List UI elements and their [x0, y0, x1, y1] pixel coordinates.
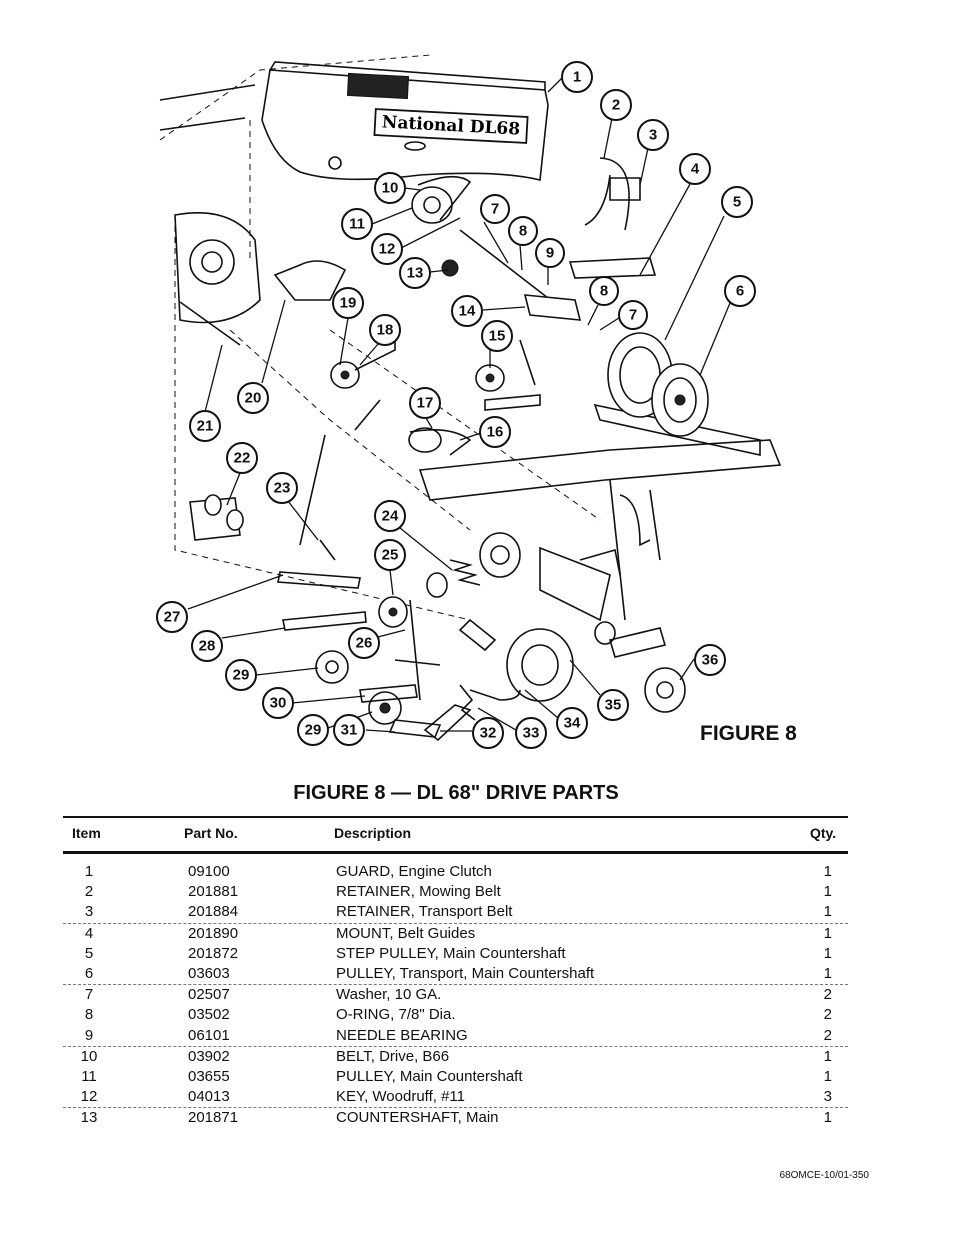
cell-description: MOUNT, Belt Guides [336, 924, 476, 942]
cell-qty: 1 [823, 903, 832, 921]
cell-part-no: 09100 [188, 863, 230, 880]
cell-description: Washer, 10 GA. [336, 986, 442, 1004]
svg-text:9: 9 [545, 244, 555, 262]
callout-2 [601, 90, 631, 120]
cell-description: STEP PULLEY, Main Countershaft [336, 944, 566, 962]
callout-20 [238, 383, 268, 413]
cell-description: COUNTERSHAFT, Main [336, 1109, 499, 1127]
callout-26 [349, 628, 379, 658]
callout-21 [190, 411, 220, 441]
cell-part-no: 03603 [188, 964, 230, 982]
callout-27 [157, 602, 187, 632]
callout-5 [722, 187, 752, 217]
callout-3 [638, 120, 668, 150]
cell-item: 13 [80, 1109, 98, 1127]
cell-qty: 1 [823, 1067, 832, 1085]
callout-36 [695, 645, 725, 675]
svg-text:18: 18 [376, 321, 394, 339]
callout-35 [598, 690, 628, 720]
table-top-rule [63, 816, 848, 818]
cell-item: 2 [84, 883, 94, 901]
cell-qty: 1 [823, 964, 832, 982]
callout-17 [410, 388, 440, 418]
cell-part-no: 201881 [188, 883, 239, 901]
callout-9 [536, 239, 564, 267]
cell-item: 11 [81, 1067, 97, 1085]
cell-qty: 1 [823, 863, 832, 880]
parts-table-body [63, 862, 848, 1128]
callout-11 [342, 209, 372, 239]
svg-text:26: 26 [355, 634, 373, 652]
svg-text:12: 12 [378, 240, 396, 258]
cell-part-no: 03655 [188, 1067, 230, 1085]
callout-4 [680, 154, 710, 184]
callout-8 [509, 217, 537, 245]
svg-text:8: 8 [518, 222, 528, 240]
cell-qty: 2 [823, 986, 832, 1004]
cell-item: 8 [84, 1006, 94, 1024]
cell-description: O-RING, 7/8" Dia. [336, 1006, 456, 1024]
table-row [63, 882, 848, 902]
svg-text:35: 35 [604, 696, 622, 714]
svg-text:3: 3 [648, 126, 658, 144]
svg-text:32: 32 [479, 724, 497, 742]
cell-item: 1 [84, 863, 94, 880]
svg-text:5: 5 [732, 193, 742, 211]
cell-qty: 1 [823, 883, 832, 901]
callout-31 [334, 715, 364, 745]
svg-text:31: 31 [340, 721, 358, 739]
callout-13 [400, 258, 430, 288]
svg-text:34: 34 [563, 714, 581, 732]
svg-text:24: 24 [381, 507, 399, 525]
table-header-rule [63, 851, 848, 854]
cell-item: 5 [84, 944, 94, 962]
callout-7 [481, 195, 509, 223]
svg-text:15: 15 [488, 327, 506, 345]
table-row [63, 964, 848, 985]
cell-part-no: 201890 [188, 924, 239, 942]
cell-description: PULLEY, Transport, Main Countershaft [336, 964, 595, 982]
cell-qty: 1 [823, 1109, 832, 1127]
svg-text:16: 16 [486, 423, 504, 441]
callout-14 [452, 296, 482, 326]
svg-text:11: 11 [349, 215, 365, 233]
cell-description: NEEDLE BEARING [336, 1026, 468, 1044]
svg-text:2: 2 [611, 96, 621, 114]
svg-text:19: 19 [339, 294, 357, 312]
callout-23 [267, 473, 297, 503]
cell-qty: 2 [823, 1026, 832, 1044]
cell-description: RETAINER, Transport Belt [336, 903, 513, 921]
cell-part-no: 201872 [188, 944, 239, 962]
table-row [63, 944, 848, 964]
cell-part-no: 201871 [188, 1109, 239, 1127]
callout-1 [562, 62, 592, 92]
cell-item: 7 [84, 986, 94, 1004]
table-row [63, 985, 848, 1005]
cell-part-no: 03502 [188, 1006, 230, 1024]
svg-text:4: 4 [690, 160, 700, 178]
svg-text:7: 7 [490, 200, 500, 218]
callout-24 [375, 501, 405, 531]
svg-text:27: 27 [163, 608, 181, 626]
svg-text:29: 29 [232, 666, 250, 684]
callout-6 [725, 276, 755, 306]
callout-10 [375, 173, 405, 203]
cell-qty: 1 [823, 944, 832, 962]
svg-text:36: 36 [701, 651, 719, 669]
callout-19 [333, 288, 363, 318]
table-row [63, 1108, 848, 1128]
callout-29b [298, 715, 328, 745]
figure-label: FIGURE 8 [700, 722, 797, 745]
svg-text:6: 6 [735, 282, 745, 300]
cell-qty: 1 [823, 1047, 832, 1065]
svg-text:33: 33 [522, 724, 540, 742]
svg-text:21: 21 [196, 417, 214, 435]
callout-28 [192, 631, 222, 661]
svg-text:13: 13 [406, 264, 424, 282]
svg-text:25: 25 [381, 546, 399, 564]
callout-15 [482, 321, 512, 351]
header-qty: Qty. [810, 825, 837, 841]
cell-qty: 3 [823, 1088, 832, 1106]
cell-item: 6 [84, 964, 94, 982]
callout-7b [619, 301, 647, 329]
step-pulley-drawing [608, 333, 708, 436]
callout-30 [263, 688, 293, 718]
cell-part-no: 02507 [188, 986, 230, 1004]
callout-34 [557, 708, 587, 738]
svg-text:28: 28 [198, 637, 216, 655]
callout-12 [372, 234, 402, 264]
callout-18 [370, 315, 400, 345]
document-code: 68OMCE-10/01-350 [779, 1170, 869, 1181]
svg-text:1: 1 [572, 68, 582, 86]
cell-description: BELT, Drive, B66 [336, 1047, 450, 1065]
header-description: Description [334, 825, 412, 841]
svg-text:22: 22 [233, 449, 251, 467]
table-row [63, 902, 848, 923]
cell-description: KEY, Woodruff, #11 [336, 1088, 465, 1106]
header-part-no: Part No. [184, 825, 238, 841]
engine-clutch-guard-drawing [262, 62, 548, 180]
cell-part-no: 03902 [188, 1047, 230, 1065]
table-row [63, 924, 848, 944]
cell-qty: 2 [823, 1006, 832, 1024]
svg-text:29: 29 [304, 721, 322, 739]
callout-32 [473, 718, 503, 748]
cell-part-no: 06101 [188, 1026, 230, 1044]
cell-description: GUARD, Engine Clutch [336, 863, 492, 880]
cell-item: 9 [84, 1026, 94, 1044]
table-row [63, 1067, 848, 1087]
callout-8b [590, 277, 618, 305]
cell-item: 10 [80, 1047, 98, 1065]
cell-item: 12 [80, 1088, 98, 1106]
callout-16 [480, 417, 510, 447]
table-row [63, 1005, 848, 1025]
cell-item: 4 [84, 924, 94, 942]
svg-text:17: 17 [416, 394, 434, 412]
exploded-parts-diagram [150, 50, 800, 750]
cell-part-no: 04013 [188, 1088, 230, 1106]
table-row [63, 1087, 848, 1108]
header-item: Item [72, 825, 101, 841]
callout-33 [516, 718, 546, 748]
cell-description: RETAINER, Mowing Belt [336, 883, 501, 901]
brand-plate: National DL68 [381, 112, 521, 140]
table-row [63, 1047, 848, 1067]
cell-item: 3 [84, 903, 94, 921]
cell-part-no: 201884 [188, 903, 239, 921]
svg-text:20: 20 [244, 389, 262, 407]
cell-description: PULLEY, Main Countershaft [336, 1067, 523, 1085]
svg-text:7: 7 [628, 306, 638, 324]
svg-text:30: 30 [269, 694, 287, 712]
svg-text:10: 10 [381, 179, 399, 197]
table-row [63, 1026, 848, 1047]
table-title: FIGURE 8 — DL 68" DRIVE PARTS [293, 782, 619, 804]
svg-text:14: 14 [458, 302, 476, 320]
svg-text:8: 8 [599, 282, 609, 300]
cell-qty: 1 [823, 924, 832, 942]
table-row [63, 862, 848, 882]
callout-22 [227, 443, 257, 473]
callout-29 [226, 660, 256, 690]
svg-text:23: 23 [273, 479, 291, 497]
callout-25 [375, 540, 405, 570]
